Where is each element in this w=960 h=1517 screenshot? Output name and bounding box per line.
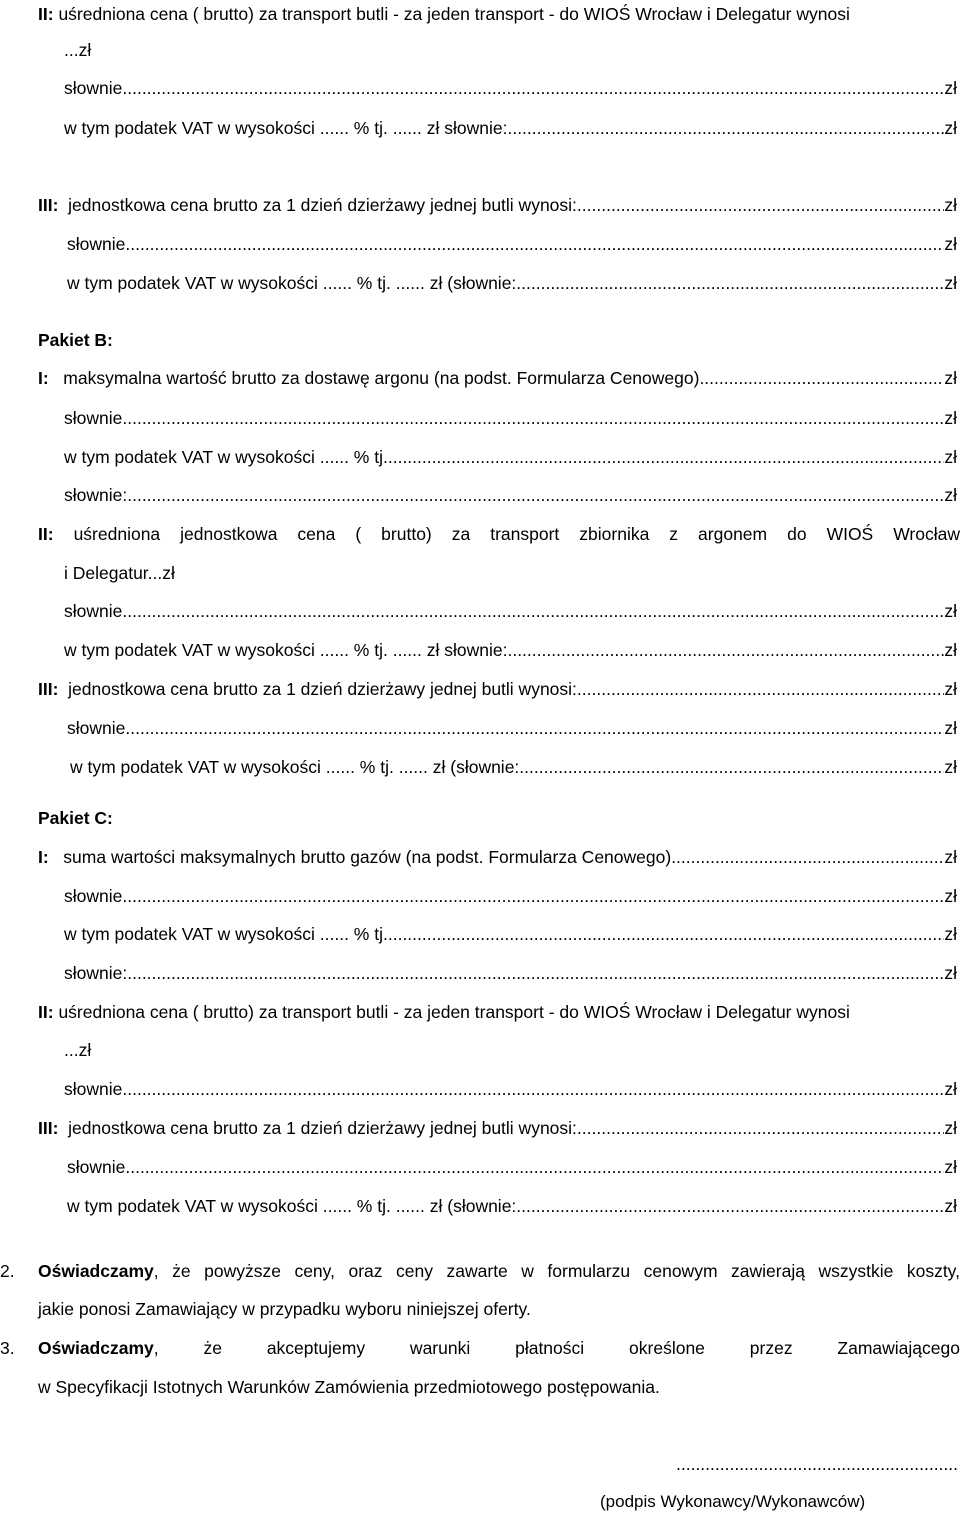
- item-label: III:: [38, 195, 59, 215]
- b3-slownie: słownie ..... zł: [67, 714, 957, 742]
- c1-slownie: słownie ..... zł: [64, 882, 957, 910]
- b3-vat: w tym podatek VAT w wysokości ...... % tj. ...... zł (słownie: ..... zł: [70, 753, 957, 781]
- a3-vat: w tym podatek VAT w wysokości ...... % tj. ...... zł (słownie: ..... zł: [67, 269, 957, 297]
- b2-amount: i Delegatur...zł: [64, 563, 175, 583]
- pakiet-b-heading: Pakiet B:: [38, 330, 113, 350]
- declaration-number: 2.: [0, 1261, 15, 1281]
- a3-slownie: słownie ..... zł: [67, 230, 957, 258]
- declaration-2-line2: jakie ponosi Zamawiający w przypadku wyboru niniejszej oferty.: [38, 1299, 531, 1319]
- signature-label: (podpis Wykonawcy/Wykonawców): [600, 1492, 866, 1511]
- b2-slownie: słownie ..... zł: [64, 597, 957, 625]
- a2-amount: ...zł: [64, 40, 92, 60]
- c1-vat: w tym podatek VAT w wysokości ...... % tj. ..... zł: [64, 920, 957, 948]
- c1-slownie2: słownie: ..... zł: [64, 959, 957, 987]
- b3-line: III: jednostkowa cena brutto za 1 dzień dzierżawy jednej butli wynosi: ..... zł: [38, 675, 957, 703]
- a3-line: III: jednostkowa cena brutto za 1 dzień dzierżawy jednej butli wynosi: ..... zł: [38, 191, 957, 219]
- b1-slownie: słownie ..... zł: [64, 404, 957, 432]
- pakiet-c-heading: Pakiet C:: [38, 808, 113, 828]
- b1-slownie2: słownie: ..... zł: [64, 481, 957, 509]
- declaration-3-line2: w Specyfikacji Istotnych Warunków Zamówienia przedmiotowego postępowania.: [38, 1377, 660, 1397]
- c2-slownie: słownie ..... zł: [64, 1075, 957, 1103]
- b1-line: I: maksymalna wartość brutto za dostawę argonu (na podst. Formularza Cenowego) ..... zł: [38, 364, 957, 392]
- c1-line: I: suma wartości maksymalnych brutto gazów (na podst. Formularza Cenowego) ..... zł: [38, 843, 957, 871]
- signature-line: ..........................................................: [676, 1454, 958, 1474]
- declaration-2: Oświadczamy, że powyższe ceny, oraz ceny zawarte w formularzu cenowym zawierają wszystkie koszty,: [38, 1261, 960, 1281]
- declaration-number: 3.: [0, 1338, 15, 1358]
- c3-vat: w tym podatek VAT w wysokości ...... % tj. ...... zł (słownie: ..... zł: [67, 1192, 957, 1220]
- b2-vat: w tym podatek VAT w wysokości ...... % tj. ...... zł słownie: ..... zł: [64, 636, 957, 664]
- b1-vat: w tym podatek VAT w wysokości ...... % tj. ..... zł: [64, 443, 957, 471]
- c3-line: III: jednostkowa cena brutto za 1 dzień dzierżawy jednej butli wynosi: ..... zł: [38, 1114, 957, 1142]
- c3-slownie: słownie ..... zł: [67, 1153, 957, 1181]
- a2-slownie: słownie ..... zł: [64, 74, 957, 102]
- b2-line: II: uśredniona jednostkowa cena ( brutto) za transport zbiornika z argonem do WIOŚ Wrocław: [38, 524, 960, 544]
- item-text: uśredniona cena ( brutto) za transport butli - za jeden transport - do WIOŚ Wrocław i Delegatur wynosi: [58, 4, 850, 24]
- declaration-3: Oświadczamy, że akceptujemy warunki płatności określone przez Zamawiającego: [38, 1338, 960, 1358]
- c2-line: II: uśredniona cena ( brutto) za transport butli - za jeden transport - do WIOŚ Wrocław i Delegatur wynosi: [38, 1002, 850, 1022]
- item-label: II:: [38, 4, 54, 24]
- c2-amount: ...zł: [64, 1040, 92, 1060]
- a2-vat: w tym podatek VAT w wysokości ...... % tj. ...... zł słownie: ..... zł: [64, 114, 957, 142]
- a2-line: [38, 0, 960, 28]
